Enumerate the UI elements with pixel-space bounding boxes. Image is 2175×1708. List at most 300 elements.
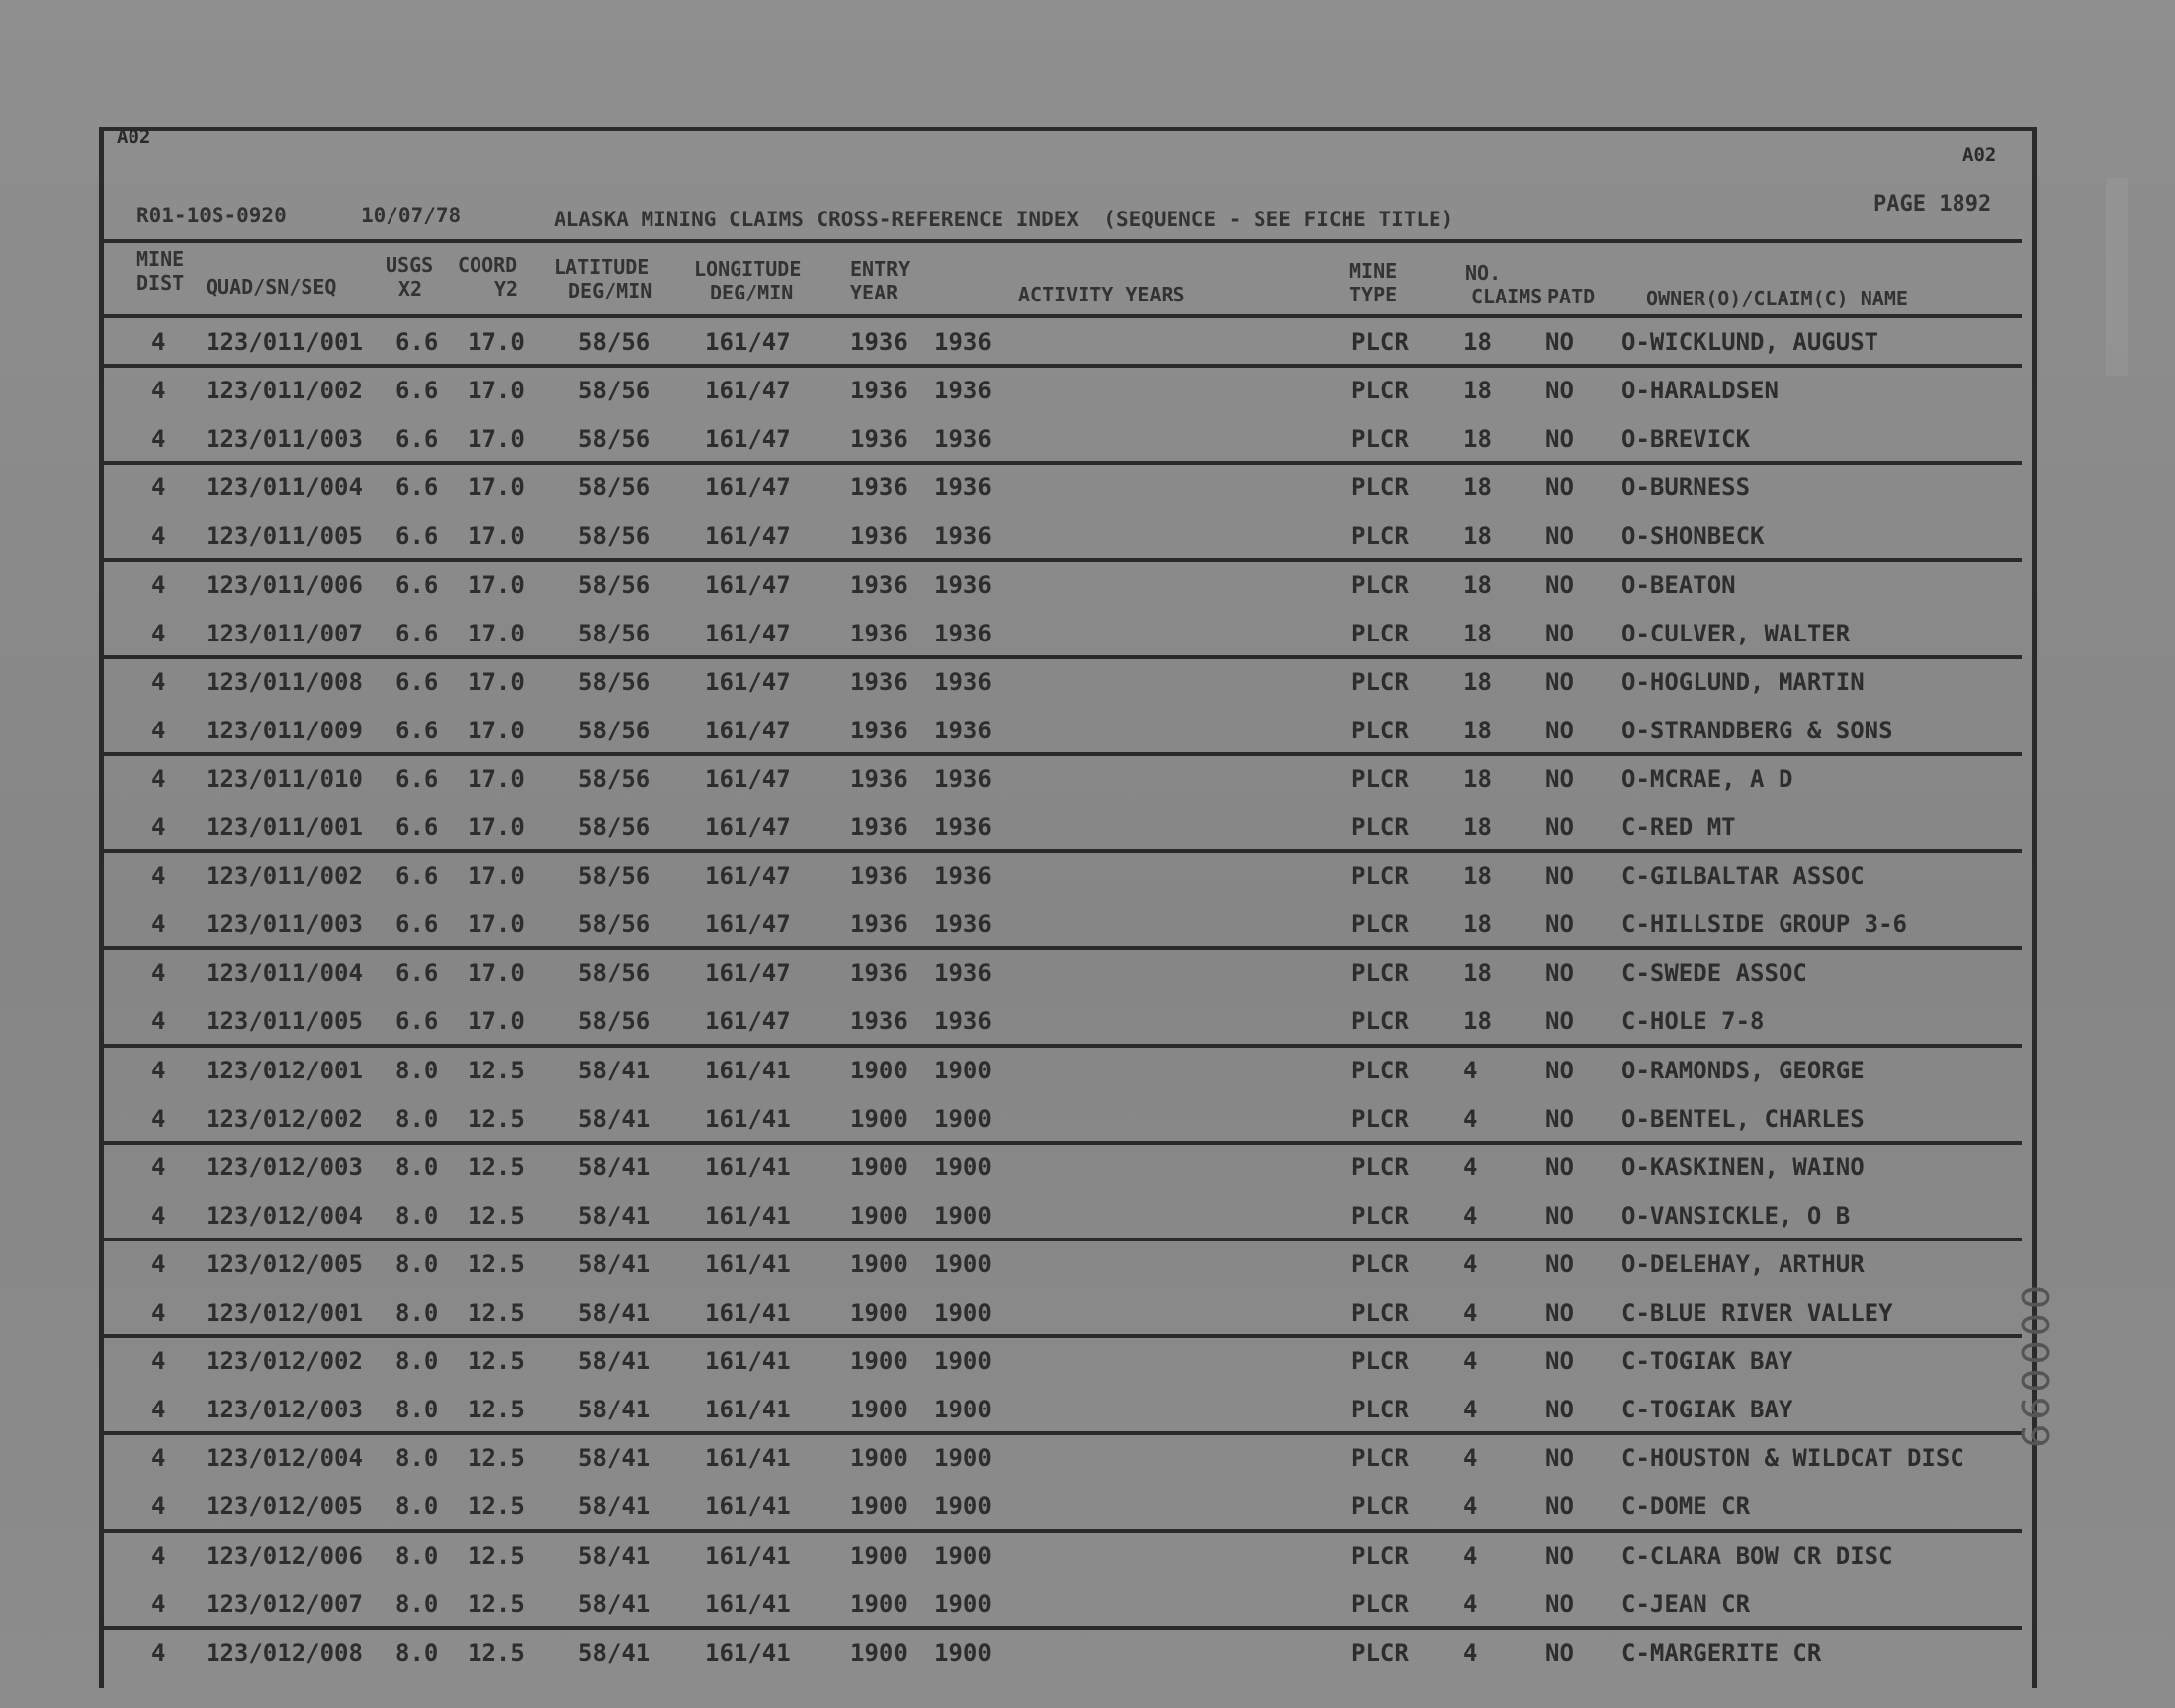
cell-mine-type: PLCR (1351, 1249, 1409, 1278)
report-title: ALASKA MINING CLAIMS CROSS-REFERENCE INDEX (SEQUENCE - SEE FICHE TITLE) (554, 208, 1454, 231)
cell-quad-sn-seq: 123/012/005 (206, 1249, 363, 1278)
cell-mine-dist: 4 (151, 1638, 166, 1666)
table-row (104, 1047, 2022, 1095)
cell-no-claims: 18 (1463, 1007, 1492, 1036)
cell-patented: NO (1545, 522, 1574, 551)
col-usgs-1: USGS (386, 253, 434, 277)
cell-activity-year: 1900 (934, 1493, 992, 1521)
cell-owner-claim-name: C-HILLSIDE GROUP 3-6 (1621, 910, 1907, 939)
cell-mine-dist: 4 (151, 862, 166, 891)
cell-latitude: 58/56 (578, 910, 651, 939)
cell-quad-sn-seq: 123/011/007 (206, 619, 363, 647)
cell-owner-claim-name: O-RAMONDS, GEORGE (1621, 1056, 1865, 1084)
cell-coord-y2: 17.0 (468, 473, 525, 502)
cell-quad-sn-seq: 123/011/002 (206, 377, 363, 405)
cell-mine-dist: 4 (151, 1444, 166, 1473)
cell-latitude: 58/41 (578, 1541, 651, 1570)
cell-latitude: 58/41 (578, 1201, 651, 1230)
page-number: PAGE 1892 (1873, 192, 1992, 216)
cell-longitude: 161/41 (705, 1541, 791, 1570)
cell-owner-claim-name: O-HARALDSEN (1621, 377, 1779, 405)
cell-usgs-x2: 6.6 (395, 619, 439, 647)
cell-mine-dist: 4 (151, 667, 166, 696)
table-row (104, 1192, 2022, 1240)
cell-owner-claim-name: O-DELEHAY, ARTHUR (1621, 1249, 1865, 1278)
cell-activity-year: 1936 (934, 425, 992, 454)
cell-mine-type: PLCR (1351, 959, 1409, 987)
cell-owner-claim-name: O-BURNESS (1621, 473, 1751, 502)
cell-entry-year: 1900 (850, 1201, 908, 1230)
cell-patented: NO (1545, 570, 1574, 599)
cell-entry-year: 1900 (850, 1589, 908, 1618)
cell-patented: NO (1545, 1589, 1574, 1618)
cell-longitude: 161/41 (705, 1493, 791, 1521)
cell-usgs-x2: 8.0 (395, 1493, 439, 1521)
cell-longitude: 161/47 (705, 813, 791, 841)
cell-mine-dist: 4 (151, 1056, 166, 1084)
cell-quad-sn-seq: 123/012/006 (206, 1541, 363, 1570)
cell-entry-year: 1936 (850, 910, 908, 939)
cell-mine-dist: 4 (151, 1541, 166, 1570)
cell-mine-type: PLCR (1351, 1396, 1409, 1424)
cell-patented: NO (1545, 1007, 1574, 1036)
cell-entry-year: 1936 (850, 667, 908, 696)
cell-latitude: 58/41 (578, 1638, 651, 1666)
cell-mine-dist: 4 (151, 570, 166, 599)
cell-quad-sn-seq: 123/011/008 (206, 667, 363, 696)
cell-mine-type: PLCR (1351, 1104, 1409, 1133)
cell-no-claims: 4 (1463, 1396, 1478, 1424)
cell-activity-year: 1936 (934, 716, 992, 744)
table-row (104, 949, 2022, 997)
cell-patented: NO (1545, 1153, 1574, 1181)
cell-usgs-x2: 6.6 (395, 813, 439, 841)
cell-usgs-x2: 6.6 (395, 716, 439, 744)
col-usgs-2: X2 (398, 277, 423, 300)
cell-longitude: 161/47 (705, 862, 791, 891)
cell-no-claims: 18 (1463, 813, 1492, 841)
cell-entry-year: 1936 (850, 862, 908, 891)
cell-usgs-x2: 8.0 (395, 1589, 439, 1618)
cell-entry-year: 1936 (850, 377, 908, 405)
cell-quad-sn-seq: 123/011/009 (206, 716, 363, 744)
cell-owner-claim-name: C-HOUSTON & WILDCAT DISC (1621, 1444, 1964, 1473)
cell-coord-y2: 17.0 (468, 425, 525, 454)
cell-mine-dist: 4 (151, 1347, 166, 1376)
cell-no-claims: 4 (1463, 1638, 1478, 1666)
cell-no-claims: 4 (1463, 1201, 1478, 1230)
cell-no-claims: 4 (1463, 1249, 1478, 1278)
cell-latitude: 58/56 (578, 813, 651, 841)
cell-quad-sn-seq: 123/012/005 (206, 1493, 363, 1521)
cell-quad-sn-seq: 123/012/007 (206, 1589, 363, 1618)
cell-entry-year: 1900 (850, 1396, 908, 1424)
cell-owner-claim-name: C-TOGIAK BAY (1621, 1347, 1793, 1376)
cell-patented: NO (1545, 1347, 1574, 1376)
cell-activity-year: 1900 (934, 1589, 992, 1618)
table-row (104, 658, 2022, 707)
cell-latitude: 58/56 (578, 328, 651, 356)
col-mine-dist-1: MINE (136, 247, 185, 271)
side-frame-number: 000099 (2013, 1285, 2056, 1453)
cell-patented: NO (1545, 716, 1574, 744)
cell-longitude: 161/47 (705, 425, 791, 454)
cell-coord-y2: 12.5 (468, 1493, 525, 1521)
cell-activity-year: 1900 (934, 1104, 992, 1133)
cell-mine-dist: 4 (151, 522, 166, 551)
cell-latitude: 58/41 (578, 1153, 651, 1181)
table-row (104, 561, 2022, 610)
cell-entry-year: 1936 (850, 570, 908, 599)
cell-mine-type: PLCR (1351, 716, 1409, 744)
cell-coord-y2: 12.5 (468, 1249, 525, 1278)
table-row (104, 610, 2022, 658)
cell-coord-y2: 12.5 (468, 1201, 525, 1230)
cell-coord-y2: 17.0 (468, 1007, 525, 1036)
cell-entry-year: 1936 (850, 473, 908, 502)
cell-mine-type: PLCR (1351, 619, 1409, 647)
cell-patented: NO (1545, 1444, 1574, 1473)
table-row (104, 1337, 2022, 1386)
cell-mine-type: PLCR (1351, 1444, 1409, 1473)
cell-usgs-x2: 6.6 (395, 425, 439, 454)
cell-usgs-x2: 6.6 (395, 473, 439, 502)
cell-owner-claim-name: C-CLARA BOW CR DISC (1621, 1541, 1893, 1570)
cell-latitude: 58/56 (578, 862, 651, 891)
table-row (104, 997, 2022, 1046)
cell-longitude: 161/41 (705, 1347, 791, 1376)
corner-mark-top-left: A02 (117, 127, 151, 148)
cell-mine-dist: 4 (151, 377, 166, 405)
cell-quad-sn-seq: 123/011/005 (206, 1007, 363, 1036)
cell-latitude: 58/41 (578, 1249, 651, 1278)
cell-entry-year: 1900 (850, 1056, 908, 1084)
cell-activity-year: 1936 (934, 473, 992, 502)
cell-latitude: 58/56 (578, 473, 651, 502)
cell-mine-type: PLCR (1351, 667, 1409, 696)
cell-entry-year: 1936 (850, 716, 908, 744)
cell-latitude: 58/41 (578, 1104, 651, 1133)
cell-longitude: 161/47 (705, 522, 791, 551)
cell-owner-claim-name: C-HOLE 7-8 (1621, 1007, 1765, 1036)
cell-latitude: 58/41 (578, 1056, 651, 1084)
cell-patented: NO (1545, 473, 1574, 502)
cell-no-claims: 18 (1463, 473, 1492, 502)
cell-latitude: 58/56 (578, 522, 651, 551)
cell-patented: NO (1545, 764, 1574, 793)
corner-mark-top-right: A02 (1962, 144, 1997, 166)
cell-mine-dist: 4 (151, 1007, 166, 1036)
cell-activity-year: 1900 (934, 1347, 992, 1376)
cell-usgs-x2: 6.6 (395, 570, 439, 599)
cell-owner-claim-name: C-BLUE RIVER VALLEY (1621, 1299, 1893, 1326)
cell-entry-year: 1936 (850, 522, 908, 551)
cell-activity-year: 1900 (934, 1249, 992, 1278)
cell-mine-type: PLCR (1351, 813, 1409, 841)
cell-mine-dist: 4 (151, 619, 166, 647)
cell-usgs-x2: 8.0 (395, 1299, 439, 1326)
col-quad: QUAD/SN/SEQ (206, 275, 337, 299)
cell-latitude: 58/56 (578, 425, 651, 454)
cell-coord-y2: 17.0 (468, 959, 525, 987)
col-owner-claim-name: OWNER(O)/CLAIM(C) NAME (1646, 287, 1908, 310)
table-row (104, 1580, 2022, 1629)
cell-longitude: 161/47 (705, 959, 791, 987)
cell-usgs-x2: 8.0 (395, 1153, 439, 1181)
cell-no-claims: 4 (1463, 1056, 1478, 1084)
cell-quad-sn-seq: 123/012/003 (206, 1396, 363, 1424)
cell-usgs-x2: 8.0 (395, 1347, 439, 1376)
cell-mine-dist: 4 (151, 328, 166, 356)
cell-no-claims: 4 (1463, 1153, 1478, 1181)
cell-coord-y2: 17.0 (468, 328, 525, 356)
cell-activity-year: 1900 (934, 1444, 992, 1473)
cell-longitude: 161/47 (705, 377, 791, 405)
cell-owner-claim-name: O-SHONBECK (1621, 522, 1765, 551)
cell-entry-year: 1936 (850, 1007, 908, 1036)
cell-latitude: 58/56 (578, 959, 651, 987)
cell-owner-claim-name: O-MCRAE, A D (1621, 764, 1793, 793)
cell-longitude: 161/47 (705, 619, 791, 647)
cell-owner-claim-name: O-STRANDBERG & SONS (1621, 716, 1893, 744)
cell-activity-year: 1936 (934, 619, 992, 647)
cell-entry-year: 1936 (850, 813, 908, 841)
cell-no-claims: 4 (1463, 1444, 1478, 1473)
table-row (104, 1386, 2022, 1434)
cell-quad-sn-seq: 123/011/004 (206, 473, 363, 502)
cell-latitude: 58/41 (578, 1299, 651, 1326)
cell-owner-claim-name: O-BENTEL, CHARLES (1621, 1104, 1865, 1133)
cell-coord-y2: 12.5 (468, 1541, 525, 1570)
cell-no-claims: 18 (1463, 570, 1492, 599)
cell-no-claims: 18 (1463, 328, 1492, 356)
cell-no-claims: 18 (1463, 910, 1492, 939)
col-mine-type-1: MINE (1349, 259, 1398, 283)
cell-mine-type: PLCR (1351, 1056, 1409, 1084)
cell-coord-y2: 12.5 (468, 1299, 525, 1326)
table-row (104, 1289, 2022, 1337)
cell-mine-dist: 4 (151, 813, 166, 841)
cell-latitude: 58/56 (578, 619, 651, 647)
cell-patented: NO (1545, 1493, 1574, 1521)
col-coord-1: COORD (458, 253, 518, 277)
title-rule (104, 239, 2022, 243)
cell-longitude: 161/47 (705, 910, 791, 939)
cell-owner-claim-name: O-VANSICKLE, O B (1621, 1201, 1851, 1230)
col-entry-2: YEAR (850, 281, 899, 304)
cell-activity-year: 1936 (934, 764, 992, 793)
report-date: 10/07/78 (361, 204, 462, 227)
cell-patented: NO (1545, 813, 1574, 841)
cell-patented: NO (1545, 377, 1574, 405)
cell-mine-dist: 4 (151, 425, 166, 454)
cell-coord-y2: 17.0 (468, 377, 525, 405)
cell-entry-year: 1936 (850, 328, 908, 356)
cell-activity-year: 1936 (934, 522, 992, 551)
cell-longitude: 161/47 (705, 667, 791, 696)
cell-activity-year: 1936 (934, 910, 992, 939)
table-row (104, 1629, 2022, 1677)
col-claims-2: CLAIMS (1471, 285, 1543, 308)
cell-no-claims: 18 (1463, 667, 1492, 696)
cell-activity-year: 1900 (934, 1153, 992, 1181)
cell-coord-y2: 17.0 (468, 619, 525, 647)
cell-coord-y2: 17.0 (468, 522, 525, 551)
table-row (104, 1532, 2022, 1580)
cell-owner-claim-name: O-HOGLUND, MARTIN (1621, 667, 1865, 696)
table-row (104, 755, 2022, 804)
cell-latitude: 58/41 (578, 1347, 651, 1376)
cell-no-claims: 18 (1463, 764, 1492, 793)
cell-activity-year: 1936 (934, 1007, 992, 1036)
cell-coord-y2: 17.0 (468, 716, 525, 744)
cell-quad-sn-seq: 123/012/004 (206, 1444, 363, 1473)
table-row (104, 1483, 2022, 1531)
table-row (104, 1240, 2022, 1289)
cell-mine-dist: 4 (151, 1104, 166, 1133)
cell-patented: NO (1545, 959, 1574, 987)
cell-no-claims: 18 (1463, 959, 1492, 987)
col-patd: PATD (1547, 285, 1596, 308)
cell-quad-sn-seq: 123/011/002 (206, 862, 363, 891)
cell-owner-claim-name: C-SWEDE ASSOC (1621, 959, 1807, 987)
cell-no-claims: 4 (1463, 1347, 1478, 1376)
cell-longitude: 161/47 (705, 473, 791, 502)
cell-usgs-x2: 6.6 (395, 377, 439, 405)
cell-mine-type: PLCR (1351, 1541, 1409, 1570)
cell-patented: NO (1545, 862, 1574, 891)
cell-coord-y2: 17.0 (468, 570, 525, 599)
cell-usgs-x2: 8.0 (395, 1249, 439, 1278)
cell-longitude: 161/41 (705, 1589, 791, 1618)
cell-mine-type: PLCR (1351, 862, 1409, 891)
cell-latitude: 58/56 (578, 764, 651, 793)
cell-latitude: 58/56 (578, 570, 651, 599)
cell-no-claims: 4 (1463, 1104, 1478, 1133)
cell-patented: NO (1545, 1104, 1574, 1133)
cell-entry-year: 1900 (850, 1541, 908, 1570)
cell-quad-sn-seq: 123/011/005 (206, 522, 363, 551)
cell-usgs-x2: 6.6 (395, 764, 439, 793)
table-row (104, 1144, 2022, 1192)
cell-activity-year: 1900 (934, 1201, 992, 1230)
cell-coord-y2: 12.5 (468, 1444, 525, 1473)
cell-owner-claim-name: C-GILBALTAR ASSOC (1621, 862, 1865, 891)
cell-mine-dist: 4 (151, 1201, 166, 1230)
cell-coord-y2: 17.0 (468, 764, 525, 793)
col-longitude-1: LONGITUDE (694, 257, 802, 281)
cell-quad-sn-seq: 123/011/010 (206, 764, 363, 793)
cell-longitude: 161/41 (705, 1638, 791, 1666)
cell-activity-year: 1900 (934, 1396, 992, 1424)
cell-quad-sn-seq: 123/011/001 (206, 813, 363, 841)
cell-activity-year: 1900 (934, 1299, 992, 1326)
cell-latitude: 58/41 (578, 1444, 651, 1473)
cell-mine-type: PLCR (1351, 1638, 1409, 1666)
col-entry-1: ENTRY (850, 257, 911, 281)
cell-latitude: 58/41 (578, 1493, 651, 1521)
cell-mine-dist: 4 (151, 473, 166, 502)
cell-latitude: 58/56 (578, 716, 651, 744)
cell-coord-y2: 17.0 (468, 667, 525, 696)
cell-mine-dist: 4 (151, 764, 166, 793)
cell-coord-y2: 12.5 (468, 1589, 525, 1618)
cell-usgs-x2: 8.0 (395, 1444, 439, 1473)
cell-latitude: 58/56 (578, 1007, 651, 1036)
table-row (104, 415, 2022, 464)
cell-longitude: 161/47 (705, 716, 791, 744)
cell-mine-type: PLCR (1351, 1153, 1409, 1181)
cell-quad-sn-seq: 123/011/004 (206, 959, 363, 987)
cell-longitude: 161/47 (705, 328, 791, 356)
table-row (104, 464, 2022, 512)
cell-longitude: 161/41 (705, 1056, 791, 1084)
table-row (104, 804, 2022, 852)
cell-coord-y2: 12.5 (468, 1347, 525, 1376)
cell-owner-claim-name: C-MARGERITE CR (1621, 1638, 1822, 1666)
cell-entry-year: 1900 (850, 1444, 908, 1473)
cell-quad-sn-seq: 123/012/002 (206, 1347, 363, 1376)
cell-usgs-x2: 6.6 (395, 667, 439, 696)
cell-usgs-x2: 6.6 (395, 328, 439, 356)
cell-mine-type: PLCR (1351, 1493, 1409, 1521)
cell-owner-claim-name: C-JEAN CR (1621, 1589, 1751, 1618)
cell-no-claims: 18 (1463, 522, 1492, 551)
cell-patented: NO (1545, 1299, 1574, 1326)
cell-mine-type: PLCR (1351, 377, 1409, 405)
cell-patented: NO (1545, 1056, 1574, 1084)
cell-latitude: 58/56 (578, 667, 651, 696)
cell-coord-y2: 12.5 (468, 1396, 525, 1424)
cell-entry-year: 1936 (850, 425, 908, 454)
cell-mine-type: PLCR (1351, 1201, 1409, 1230)
cell-longitude: 161/47 (705, 764, 791, 793)
cell-coord-y2: 17.0 (468, 862, 525, 891)
cell-mine-type: PLCR (1351, 1007, 1409, 1036)
cell-mine-dist: 4 (151, 910, 166, 939)
cell-activity-year: 1936 (934, 959, 992, 987)
cell-no-claims: 18 (1463, 862, 1492, 891)
cell-no-claims: 18 (1463, 619, 1492, 647)
cell-patented: NO (1545, 328, 1574, 356)
cell-activity-year: 1936 (934, 377, 992, 405)
cell-activity-year: 1900 (934, 1541, 992, 1570)
cell-usgs-x2: 6.6 (395, 959, 439, 987)
cell-mine-type: PLCR (1351, 1299, 1409, 1326)
cell-quad-sn-seq: 123/012/002 (206, 1104, 363, 1133)
cell-owner-claim-name: O-WICKLUND, AUGUST (1621, 328, 1879, 356)
cell-owner-claim-name: O-BEATON (1621, 570, 1736, 599)
cell-mine-dist: 4 (151, 716, 166, 744)
cell-coord-y2: 12.5 (468, 1638, 525, 1666)
col-claims-1: NO. (1465, 261, 1502, 285)
cell-mine-type: PLCR (1351, 328, 1409, 356)
cell-owner-claim-name: O-CULVER, WALTER (1621, 619, 1851, 647)
cell-mine-dist: 4 (151, 1493, 166, 1521)
cell-mine-type: PLCR (1351, 1347, 1409, 1376)
cell-no-claims: 18 (1463, 425, 1492, 454)
cell-no-claims: 18 (1463, 716, 1492, 744)
cell-mine-dist: 4 (151, 959, 166, 987)
cell-longitude: 161/47 (705, 1007, 791, 1036)
cell-patented: NO (1545, 910, 1574, 939)
cell-owner-claim-name: O-KASKINEN, WAINO (1621, 1153, 1865, 1181)
cell-entry-year: 1900 (850, 1299, 908, 1326)
cell-owner-claim-name: O-BREVICK (1621, 425, 1751, 454)
cell-patented: NO (1545, 425, 1574, 454)
cell-mine-dist: 4 (151, 1299, 166, 1326)
table-row (104, 512, 2022, 560)
